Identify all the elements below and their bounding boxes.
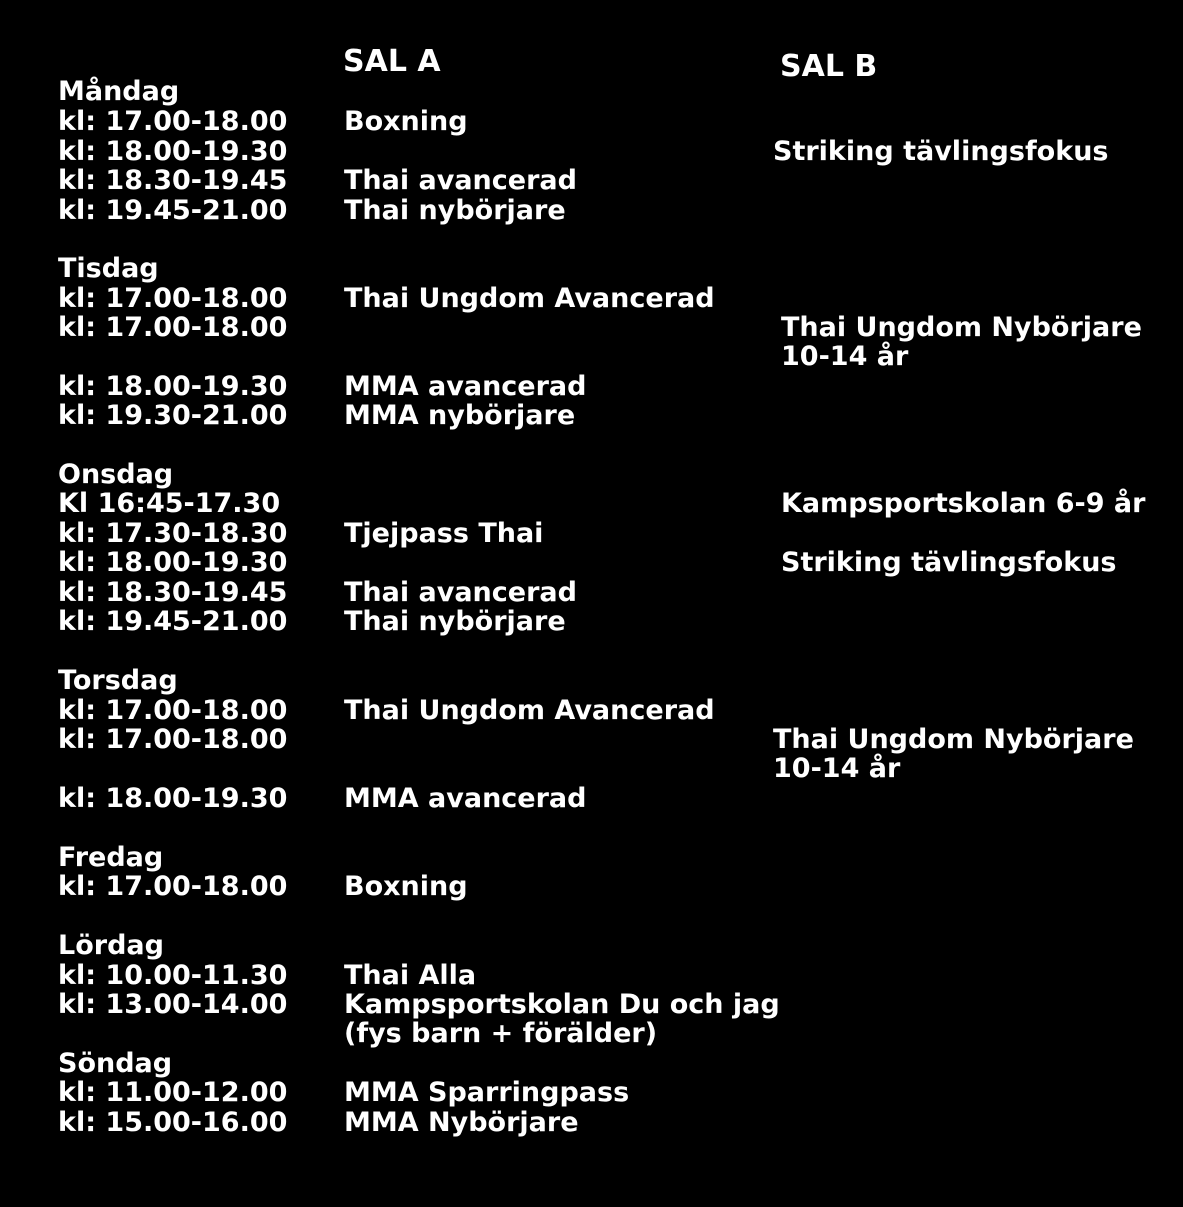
time-cell: kl: 13.00-14.00 [58, 989, 288, 1020]
time-cell: kl: 10.00-11.30 [58, 960, 288, 991]
time-cell: kl: 18.00-19.30 [58, 783, 288, 814]
sal-a-class: MMA Nybörjare [344, 1107, 579, 1138]
time-cell: kl: 17.00-18.00 [58, 724, 288, 755]
sal-b-class: Striking tävlingsfokus [781, 547, 1117, 578]
sal-a-class: Thai avancerad [344, 165, 577, 196]
time-cell: kl: 18.00-19.30 [58, 136, 288, 167]
time-cell: kl: 17.00-18.00 [58, 312, 288, 343]
time-cell: kl: 18.30-19.45 [58, 577, 288, 608]
day-wednesday: Onsdag [58, 459, 174, 490]
sal-a-class: MMA avancerad [344, 371, 587, 402]
sal-b-class: Thai Ungdom Nybörjare [773, 724, 1134, 755]
time-cell: kl: 17.00-18.00 [58, 283, 288, 314]
sal-a-class: MMA Sparringpass [344, 1077, 630, 1108]
sal-b-class-age: 10-14 år [773, 753, 901, 784]
sal-a-class: Boxning [344, 106, 468, 137]
sal-a-class: Thai nybörjare [344, 606, 566, 637]
sal-a-class: Thai nybörjare [344, 195, 566, 226]
sal-a-class: Boxning [344, 871, 468, 902]
time-cell: kl: 17.00-18.00 [58, 871, 288, 902]
sal-a-class-note: (fys barn + förälder) [344, 1018, 658, 1049]
time-cell: kl: 15.00-16.00 [58, 1107, 288, 1138]
sal-a-class: Thai avancerad [344, 577, 577, 608]
sal-a-class: Kampsportskolan Du och jag [344, 989, 780, 1020]
time-cell: kl: 19.45-21.00 [58, 195, 288, 226]
time-cell: kl: 19.45-21.00 [58, 606, 288, 637]
sal-b-class-age: 10-14 år [781, 341, 909, 372]
time-cell: kl: 18.30-19.45 [58, 165, 288, 196]
sal-a-class: Thai Alla [344, 960, 477, 991]
day-thursday: Torsdag [58, 665, 178, 696]
sal-a-class: MMA avancerad [344, 783, 587, 814]
sal-b-class: Striking tävlingsfokus [773, 136, 1109, 167]
sal-a-header: SAL A [343, 44, 441, 79]
sal-a-class: Thai Ungdom Avancerad [344, 283, 715, 314]
sal-b-class: Kampsportskolan 6-9 år [781, 488, 1146, 519]
day-friday: Fredag [58, 842, 164, 873]
day-monday: Måndag [58, 76, 180, 107]
time-cell: kl: 18.00-19.30 [58, 547, 288, 578]
time-cell: kl: 17.00-18.00 [58, 106, 288, 137]
time-cell: kl: 19.30-21.00 [58, 400, 288, 431]
day-sunday: Söndag [58, 1048, 173, 1079]
sal-b-class: Thai Ungdom Nybörjare [781, 312, 1142, 343]
day-tuesday: Tisdag [58, 253, 159, 284]
sal-a-class: Tjejpass Thai [344, 518, 544, 549]
day-saturday: Lördag [58, 930, 164, 961]
time-cell: kl: 17.00-18.00 [58, 695, 288, 726]
time-cell: kl: 17.30-18.30 [58, 518, 288, 549]
sal-a-class: MMA nybörjare [344, 400, 576, 431]
sal-b-header: SAL B [780, 49, 878, 84]
time-cell: kl: 11.00-12.00 [58, 1077, 288, 1108]
time-cell: kl: 18.00-19.30 [58, 371, 288, 402]
sal-a-class: Thai Ungdom Avancerad [344, 695, 715, 726]
time-cell: Kl 16:45-17.30 [58, 488, 281, 519]
